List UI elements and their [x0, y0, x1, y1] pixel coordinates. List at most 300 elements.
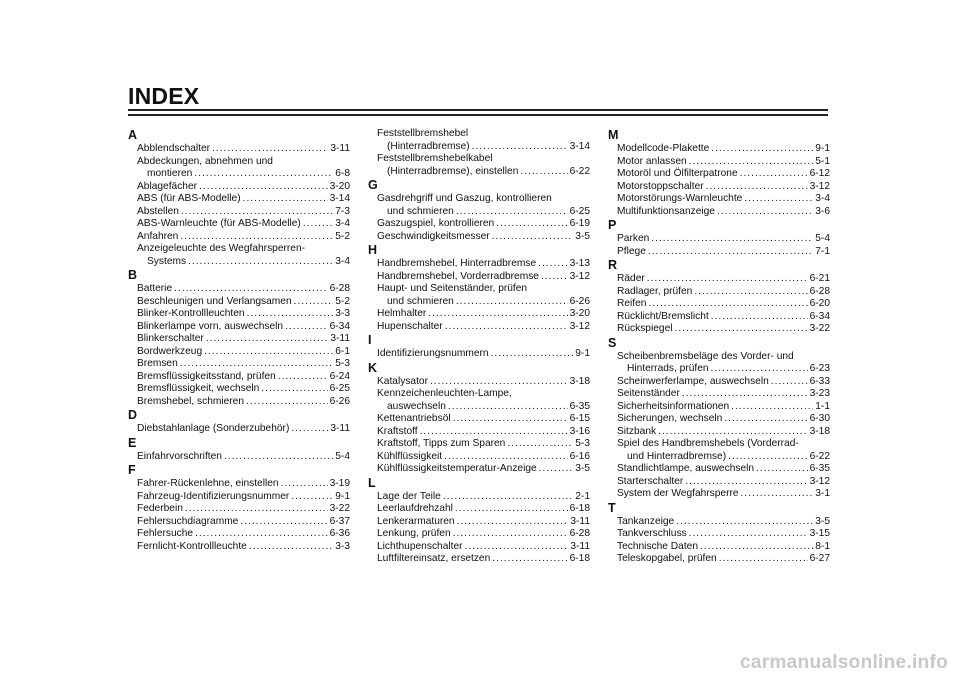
index-entry — [368, 231, 590, 244]
dot-leader — [456, 206, 568, 219]
dot-leader — [212, 143, 328, 156]
entry-text: Standlichtlampe, auswechseln — [617, 463, 755, 474]
entry-text: Fahrer-Rückenlehne, einstellen — [137, 478, 279, 489]
dot-leader — [694, 286, 807, 299]
entry-text: Bremshebel, schmieren — [137, 395, 245, 407]
dot-leader — [741, 488, 814, 501]
entry-text: Sitzbank — [617, 425, 657, 437]
page-number: 7-1 — [815, 245, 830, 257]
dot-leader — [689, 156, 814, 169]
index-entry — [128, 383, 350, 396]
dot-leader — [539, 463, 574, 476]
page-number: 3-11 — [330, 143, 350, 154]
index-entry — [368, 376, 590, 389]
index-entry — [608, 401, 830, 414]
section-letter: L — [368, 475, 376, 490]
section-letter: I — [368, 333, 372, 347]
section-letter: H — [368, 243, 378, 257]
page-number: 6-23 — [809, 363, 830, 374]
entry-text: Batterie — [137, 283, 173, 294]
dot-leader — [658, 426, 808, 439]
entry-text: Technische Daten — [617, 540, 698, 552]
index-entry — [128, 193, 350, 206]
entry-text: Abblendschalter — [137, 143, 211, 154]
page-title: INDEX — [128, 83, 200, 109]
dot-leader — [756, 463, 808, 476]
dot-leader — [648, 246, 813, 259]
entry-text: System der Wegfahrsperre — [617, 488, 739, 499]
entry-text: Feststellbremshebel — [377, 128, 469, 139]
page-number: 6-28 — [809, 285, 830, 297]
index-entry — [608, 246, 830, 259]
dot-leader — [291, 491, 333, 504]
section-letter: D — [128, 408, 138, 422]
section-letter: G — [368, 178, 378, 192]
entry-text: Anzeigeleuchte des Wegfahrsperren- — [137, 243, 306, 254]
entry-text: Lenkerarmaturen — [377, 515, 455, 527]
dot-leader — [443, 491, 573, 504]
entry-text: Leerlaufdrehzahl — [377, 503, 453, 514]
page-number: 8-1 — [815, 540, 830, 552]
title-rule-bottom — [128, 114, 828, 116]
page-number: 6-35 — [569, 400, 590, 412]
entry-text: Radlager, prüfen — [617, 285, 693, 297]
entry-text: Kettenantriebsöl — [377, 413, 451, 424]
entry-text: Kennzeichenleuchten-Lampe, — [377, 388, 512, 399]
dot-leader — [224, 451, 333, 464]
dot-leader — [420, 426, 568, 439]
entry-text: Blinkerlampe vorn, auswechseln — [137, 320, 284, 332]
page-number: 9-1 — [575, 348, 590, 359]
page-number: 3-5 — [815, 515, 830, 527]
entry-text: montieren — [147, 168, 193, 179]
page-number: 3-11 — [330, 333, 350, 344]
entry-text: (Hinterradbremse) — [387, 140, 470, 152]
index-entry — [128, 283, 350, 296]
dot-leader — [444, 451, 567, 464]
dot-leader — [541, 271, 568, 284]
page-number: 7-3 — [335, 205, 350, 217]
dot-leader — [706, 181, 808, 194]
section-letter: E — [128, 435, 137, 450]
index-entry — [368, 283, 590, 296]
index-entry — [128, 478, 350, 491]
index-entry — [128, 256, 350, 269]
dot-leader — [180, 358, 334, 371]
entry-text: Abdeckungen, abnehmen und — [137, 155, 273, 167]
page-number: 3-1 — [815, 488, 830, 499]
index-entry — [608, 388, 830, 401]
entry-text: Bremsflüssigkeitsstand, prüfen — [137, 370, 276, 382]
page-number: 6-1 — [335, 345, 350, 357]
dot-leader — [689, 528, 808, 541]
page-number: 5-3 — [575, 438, 590, 449]
page-number: 3-20 — [569, 308, 590, 319]
entry-text: Kraftstoff, Tipps zum Sparen — [377, 438, 506, 449]
index-entry — [368, 438, 590, 451]
entry-text: Ablagefächer — [137, 180, 198, 192]
entry-text: Systems — [147, 255, 187, 267]
index-entry — [128, 503, 350, 516]
dot-leader — [492, 231, 574, 244]
entry-text: (Hinterradbremse), einstellen — [387, 165, 519, 177]
dot-leader — [204, 346, 333, 359]
index-entry — [608, 413, 830, 426]
entry-text: Kühlflüssigkeitstemperatur-Anzeige — [377, 463, 537, 474]
dot-leader — [507, 438, 573, 451]
page-number: 3-18 — [809, 425, 830, 437]
index-entry — [368, 528, 590, 541]
entry-text: Spiel des Handbremshebels (Vorderrad- — [617, 438, 799, 449]
index-entry — [368, 516, 590, 529]
entry-text: ABS-Warnleuchte (für ABS-Modelle) — [137, 218, 301, 229]
dot-leader — [181, 206, 333, 219]
page-number: 3-22 — [809, 323, 830, 334]
dot-leader — [492, 553, 567, 566]
page-number: 3-11 — [570, 540, 590, 552]
dot-leader — [246, 396, 328, 409]
dot-leader — [538, 258, 567, 271]
entry-text: Handbremshebel, Vorderradbremse — [377, 270, 539, 282]
entry-text: Modellcode-Plakette — [617, 143, 710, 154]
dot-leader — [724, 413, 807, 426]
dot-leader — [291, 423, 328, 436]
dot-leader — [247, 308, 334, 321]
entry-text: Hinterrads, prüfen — [627, 363, 709, 374]
entry-text: Scheinwerferlampe, auswechseln — [617, 375, 769, 387]
page-number: 5-2 — [335, 295, 350, 307]
entry-text: Lichthupenschalter — [377, 540, 463, 552]
dot-leader — [520, 166, 567, 179]
dot-leader — [206, 333, 329, 346]
dot-leader — [700, 541, 813, 554]
page-number: 3-12 — [569, 320, 590, 332]
entry-text: Anfahren — [137, 230, 179, 242]
section-letter: F — [128, 463, 136, 477]
index-entry — [608, 476, 830, 489]
page-number: 3-11 — [570, 515, 590, 527]
dot-leader — [428, 308, 567, 321]
index-entry — [128, 333, 350, 346]
entry-text: Kraftstoff — [377, 425, 418, 437]
entry-text: Geschwindigkeitsmesser — [377, 230, 490, 242]
entry-text: Kühlflüssigkeit — [377, 450, 443, 462]
entry-text: Parken — [617, 233, 650, 244]
index-entry — [368, 348, 590, 361]
index-entry — [368, 141, 590, 154]
index-entry — [608, 168, 830, 181]
dot-leader — [185, 503, 328, 516]
index-entry — [368, 491, 590, 504]
index-entry — [368, 541, 590, 554]
entry-text: Sicherheitsinformationen — [617, 400, 730, 412]
entry-text: Bremsflüssigkeit, wechseln — [137, 383, 260, 394]
dot-leader — [174, 283, 328, 296]
page-number: 6-27 — [809, 553, 830, 564]
entry-text: Lage der Teile — [377, 490, 441, 502]
index-entry — [608, 351, 830, 364]
index-entry — [368, 128, 590, 141]
index-entry — [368, 206, 590, 219]
index-entry — [368, 426, 590, 439]
entry-text: Abstellen — [137, 205, 179, 217]
index-entry — [608, 463, 830, 476]
dot-leader — [457, 516, 569, 529]
entry-text: Rücklicht/Bremslicht — [617, 310, 709, 322]
page-number: 5-4 — [815, 233, 830, 244]
index-entry — [368, 463, 590, 476]
dot-leader — [303, 218, 333, 231]
page-number: 3-15 — [809, 528, 830, 539]
dot-leader — [455, 503, 568, 516]
section-letter: A — [128, 128, 138, 142]
entry-text: Fahrzeug-Identifizierungsnummer — [137, 490, 290, 502]
index-entry — [608, 143, 830, 156]
dot-leader — [711, 311, 808, 324]
page-number: 6-16 — [569, 450, 590, 462]
entry-text: Scheibenbremsbeläge des Vorder- und — [617, 350, 794, 362]
dot-leader — [465, 541, 569, 554]
index-entry — [128, 396, 350, 409]
page-number: 6-20 — [809, 298, 830, 309]
index-entry — [128, 143, 350, 156]
dot-leader — [731, 401, 813, 414]
index-entry — [128, 296, 350, 309]
page-number: 3-18 — [569, 375, 590, 387]
entry-text: Handbremshebel, Hinterradbremse — [377, 258, 537, 269]
entry-text: Motorstoppschalter — [617, 180, 704, 192]
entry-text: Fernlicht-Kontrollleuchte — [137, 540, 247, 552]
index-entry — [128, 491, 350, 504]
index-entry — [608, 298, 830, 311]
page-number: 6-28 — [569, 528, 590, 539]
entry-text: Gasdrehgriff und Gaszug, kontrollieren — [377, 193, 552, 204]
index-entry — [608, 311, 830, 324]
index-entry — [128, 156, 350, 169]
entry-text: Motoröl und Ölfilterpatrone — [617, 168, 738, 179]
page-number: 3-4 — [815, 193, 830, 204]
index-entry — [128, 451, 350, 464]
page-number: 3-14 — [329, 193, 350, 204]
entry-text: Diebstahlanlage (Sonderzubehör) — [137, 423, 290, 434]
page-number: 6-35 — [809, 463, 830, 474]
index-entry — [128, 358, 350, 371]
section-letter: R — [608, 258, 618, 272]
index-entry — [608, 528, 830, 541]
index-entry — [608, 273, 830, 286]
dot-leader — [278, 371, 328, 384]
index-entry — [128, 231, 350, 244]
index-entry — [608, 233, 830, 246]
page-number: 3-20 — [329, 180, 350, 192]
dot-leader — [711, 143, 813, 156]
dot-leader — [188, 256, 333, 269]
dot-leader — [240, 516, 327, 529]
entry-text: Identifizierungsnummern — [377, 348, 489, 359]
section-letter: M — [608, 128, 619, 142]
page-number: 6-26 — [569, 295, 590, 307]
page-number: 6-22 — [809, 450, 830, 462]
page-number: 5-3 — [335, 358, 350, 369]
index-entry — [128, 308, 350, 321]
page-number: 6-26 — [329, 395, 350, 407]
index-entry — [608, 286, 830, 299]
index-entry — [368, 503, 590, 516]
index-entry — [608, 193, 830, 206]
page-number: 5-1 — [815, 155, 830, 167]
entry-text: Gaszugspiel, kontrollieren — [377, 218, 495, 229]
dot-leader — [195, 528, 328, 541]
section-letter: P — [608, 218, 617, 232]
entry-text: ABS (für ABS-Modelle) — [137, 193, 241, 204]
index-column-2 — [368, 128, 590, 566]
page-number: 6-18 — [569, 503, 590, 514]
page-number: 2-1 — [575, 490, 590, 502]
index-column-3 — [608, 128, 830, 566]
page-number: 3-4 — [335, 218, 350, 229]
entry-text: Starterschalter — [617, 475, 684, 487]
page-number: 3-22 — [329, 503, 350, 514]
page-number: 6-25 — [329, 383, 350, 394]
entry-text: Federbein — [137, 503, 183, 514]
page-number: 6-8 — [335, 168, 350, 179]
dot-leader — [472, 141, 568, 154]
index-entry — [368, 401, 590, 414]
dot-leader — [728, 451, 808, 464]
entry-text: Haupt- und Seitenständer, prüfen — [377, 283, 528, 294]
entry-text: Sicherungen, wechseln — [617, 413, 723, 424]
index-entry — [608, 376, 830, 389]
entry-text: Blinker-Kontrollleuchten — [137, 308, 245, 319]
page-number: 3-3 — [335, 308, 350, 319]
index-entry — [368, 296, 590, 309]
dot-leader — [771, 376, 808, 389]
index-entry — [368, 166, 590, 179]
index-entry — [368, 218, 590, 231]
entry-text: Lenkung, prüfen — [377, 528, 451, 539]
page-number: 6-28 — [329, 283, 350, 294]
dot-leader — [199, 181, 328, 194]
entry-text: Seitenständer — [617, 388, 680, 399]
index-entry — [368, 258, 590, 271]
dot-leader — [249, 541, 333, 554]
entry-text: Fehlersuchdiagramme — [137, 515, 239, 527]
index-entry — [128, 218, 350, 231]
index-entry — [128, 371, 350, 384]
entry-text: Multifunktionsanzeige — [617, 205, 715, 217]
dot-leader — [717, 206, 813, 219]
page-number: 6-21 — [809, 273, 830, 284]
index-entry — [368, 553, 590, 566]
dot-leader — [496, 218, 567, 231]
index-entry — [128, 243, 350, 256]
dot-leader — [491, 348, 574, 361]
entry-text: Hupenschalter — [377, 320, 443, 332]
entry-text: Fehlersuche — [137, 528, 194, 539]
dot-leader — [445, 321, 568, 334]
page-number: 3-12 — [809, 180, 830, 192]
page-number: 6-30 — [809, 413, 830, 424]
page-number: 3-4 — [335, 255, 350, 267]
page-number: 3-13 — [569, 258, 590, 269]
dot-leader — [648, 298, 807, 311]
index-entry — [368, 271, 590, 284]
page-number: 3-6 — [815, 205, 830, 217]
index-entry — [128, 206, 350, 219]
page-number: 9-1 — [335, 490, 350, 502]
page-number: 6-25 — [569, 205, 590, 217]
index-entry — [368, 153, 590, 166]
dot-leader — [281, 478, 328, 491]
page-number: 6-18 — [569, 553, 590, 564]
index-entry — [368, 321, 590, 334]
dot-leader — [194, 168, 333, 181]
page-number: 6-34 — [809, 310, 830, 322]
page-number: 6-15 — [569, 413, 590, 424]
dot-leader — [711, 363, 808, 376]
index-entry — [128, 541, 350, 554]
page-number: 3-23 — [809, 388, 830, 399]
dot-leader — [243, 193, 328, 206]
entry-text: und schmieren — [387, 295, 454, 307]
index-entry — [128, 181, 350, 194]
entry-text: Rückspiegel — [617, 323, 673, 334]
entry-text: Tankanzeige — [617, 515, 675, 527]
index-entry — [608, 323, 830, 336]
entry-text: Bordwerkzeug — [137, 345, 203, 357]
index-entry — [128, 423, 350, 436]
page-number: 6-36 — [329, 528, 350, 539]
page-number: 6-19 — [569, 218, 590, 229]
dot-leader — [675, 323, 808, 336]
dot-leader — [685, 476, 807, 489]
entry-text: Pflege — [617, 245, 646, 257]
entry-text: Tankverschluss — [617, 528, 687, 539]
section-letter: B — [128, 268, 138, 282]
page-number: 5-2 — [335, 230, 350, 242]
index-entry — [368, 388, 590, 401]
entry-text: auswechseln — [387, 400, 446, 412]
dot-leader — [456, 296, 568, 309]
dot-leader — [430, 376, 568, 389]
page-number: 3-16 — [569, 425, 590, 437]
entry-text: und Hinterradbremse) — [627, 450, 727, 462]
page-number: 3-5 — [575, 230, 590, 242]
page-number: 3-14 — [569, 140, 590, 152]
index-entry — [368, 193, 590, 206]
index-entry — [128, 346, 350, 359]
page-number: 3-3 — [335, 540, 350, 552]
dot-leader — [651, 233, 813, 246]
dot-leader — [740, 168, 808, 181]
index-entry — [128, 516, 350, 529]
dot-leader — [647, 273, 808, 286]
page-number: 6-34 — [329, 320, 350, 332]
index-entry — [368, 413, 590, 426]
index-entry — [608, 206, 830, 219]
dot-leader — [453, 413, 568, 426]
page-number: 1-1 — [815, 400, 830, 412]
index-entry — [128, 528, 350, 541]
index-entry — [368, 308, 590, 321]
dot-leader — [448, 401, 568, 414]
index-entry — [608, 516, 830, 529]
index-entry — [608, 426, 830, 439]
page-number: 3-5 — [575, 463, 590, 474]
entry-text: und schmieren — [387, 205, 454, 217]
page-number: 3-12 — [809, 475, 830, 487]
index-entry — [608, 488, 830, 501]
